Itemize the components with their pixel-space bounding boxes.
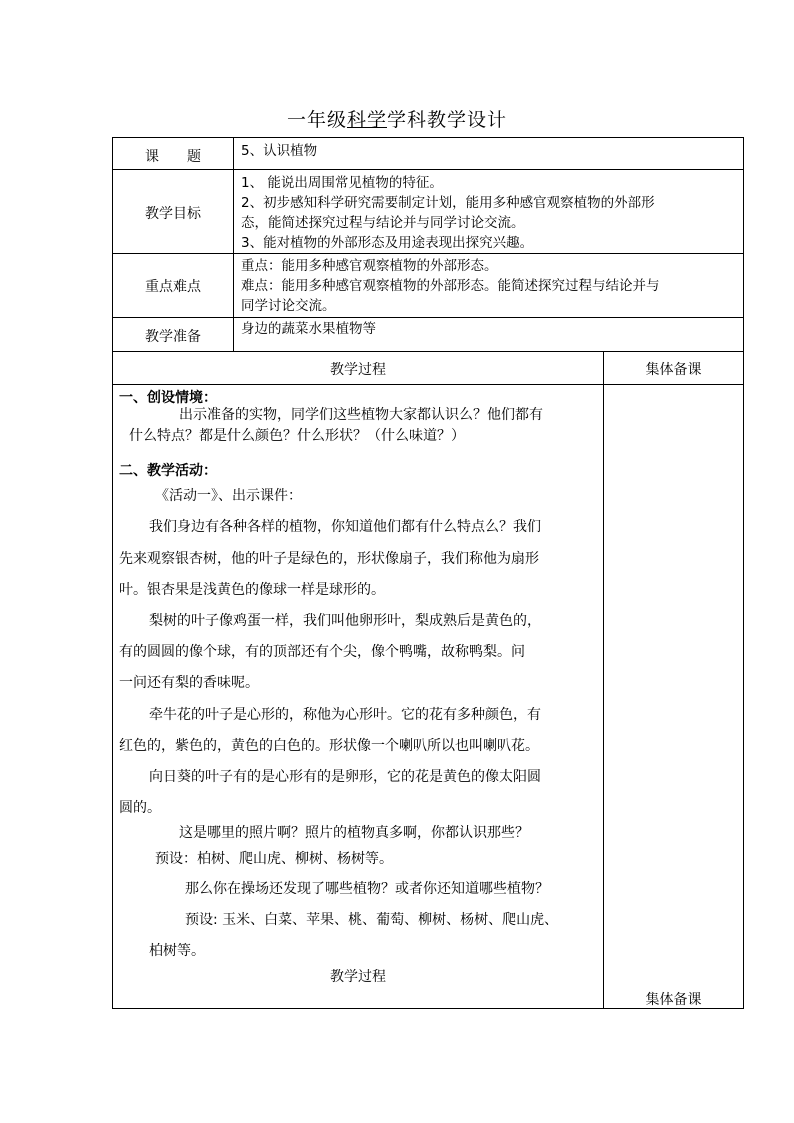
process-header: 教学过程 <box>330 362 386 378</box>
prep-value: 身边的蔬菜水果植物等 <box>241 321 376 337</box>
process-footer: 教学过程 <box>330 969 386 985</box>
paragraph-line: 我们身边有各种各样的植物，你知道他们都有什么特点么？我们 <box>149 519 541 535</box>
process-body <box>119 138 603 1008</box>
goals-line: 1、 能说出周围常见植物的特征。 <box>241 175 443 191</box>
key-line: 同学讨论交流。 <box>241 298 336 314</box>
section-title: 一、创设情境： <box>119 390 217 406</box>
goals-line: 2、初步感知科学研究需要制定计划，能用多种感官观察植物的外部形 <box>241 195 655 211</box>
goals-label: 教学目标 <box>145 206 201 222</box>
paragraph-line: 牵牛花的叶子是心形的，称他为心形叶。它的花有多种颜色，有 <box>149 707 541 723</box>
process-column-divider <box>603 351 604 1008</box>
key-line: 难点：能用多种感官观察植物的外部形态。能简述探究过程与结论并与 <box>241 278 660 294</box>
title-prefix: 一年级 <box>286 109 347 131</box>
goals-line: 3、能对植物的外部形态及用途表现出探究兴趣。 <box>241 235 534 251</box>
activity-title: 《活动一》、出示课件： <box>155 488 302 504</box>
page-title <box>0 105 794 132</box>
section-line: 出示准备的实物，同学们这些植物大家都认识么？他们都有 <box>179 407 543 423</box>
paragraph-line: 有的圆圆的像个球，有的顶部还有个尖，像个鸭嘴，故称鸭梨。问 <box>119 644 525 660</box>
paragraph-line: 先来观察银杏树，他的叶子是绿色的，形状像扇子，我们称他为扇形 <box>119 551 539 567</box>
title-subject: 科学 <box>346 109 387 131</box>
paragraph-line: 梨树的叶子像鸡蛋一样，我们叫他卵形叶，梨成熟后是黄色的， <box>149 613 541 629</box>
paragraph-line: 向日葵的叶子有的是心形有的是卵形，它的花是黄色的像太阳圆 <box>149 769 541 785</box>
topic-label: 课 题 <box>145 149 201 165</box>
key-line: 重点：能用多种感官观察植物的外部形态。 <box>241 258 498 274</box>
paragraph-line: 叶。银杏果是浅黄色的像球一样是球形的。 <box>119 582 385 598</box>
paragraph-line: 红色的，紫色的，黄色的白色的。形状像一个喇叭所以也叫喇叭花。 <box>119 738 539 754</box>
paragraph-line: 那么你在操场还发现了哪些植物？或者你还知道哪些植物？ <box>185 881 549 897</box>
title-suffix: 学科教学设计 <box>387 109 508 131</box>
paragraph-line: 圆的。 <box>119 800 161 816</box>
paragraph-line: 这是哪里的照片啊？照片的植物真多啊，你都认识那些？ <box>179 825 529 841</box>
section-line: 什么特点？都是什么颜色？什么形状？（什么味道？） <box>129 428 465 444</box>
paragraph-line: 预设：柏树、爬山虎、柳树、杨树等。 <box>155 851 393 867</box>
collective-prep-header: 集体备课 <box>645 362 702 378</box>
collective-prep-footer: 集体备课 <box>645 992 702 1008</box>
key-label: 重点难点 <box>145 279 201 295</box>
paragraph-line: 柏树等。 <box>149 943 205 959</box>
prep-label: 教学准备 <box>145 329 201 345</box>
section-title: 二、教学活动： <box>119 463 217 479</box>
topic-value: 5、认识植物 <box>241 143 318 159</box>
paragraph-line: 一问还有梨的香味呢。 <box>119 675 259 691</box>
lesson-plan-table <box>112 137 744 1009</box>
goals-line: 态，能简述探究过程与结论并与同学讨论交流。 <box>241 215 525 231</box>
paragraph-line: 预设: 玉米、白菜、苹果、桃、葡萄、柳树、杨树、爬山虎、 <box>185 912 559 928</box>
